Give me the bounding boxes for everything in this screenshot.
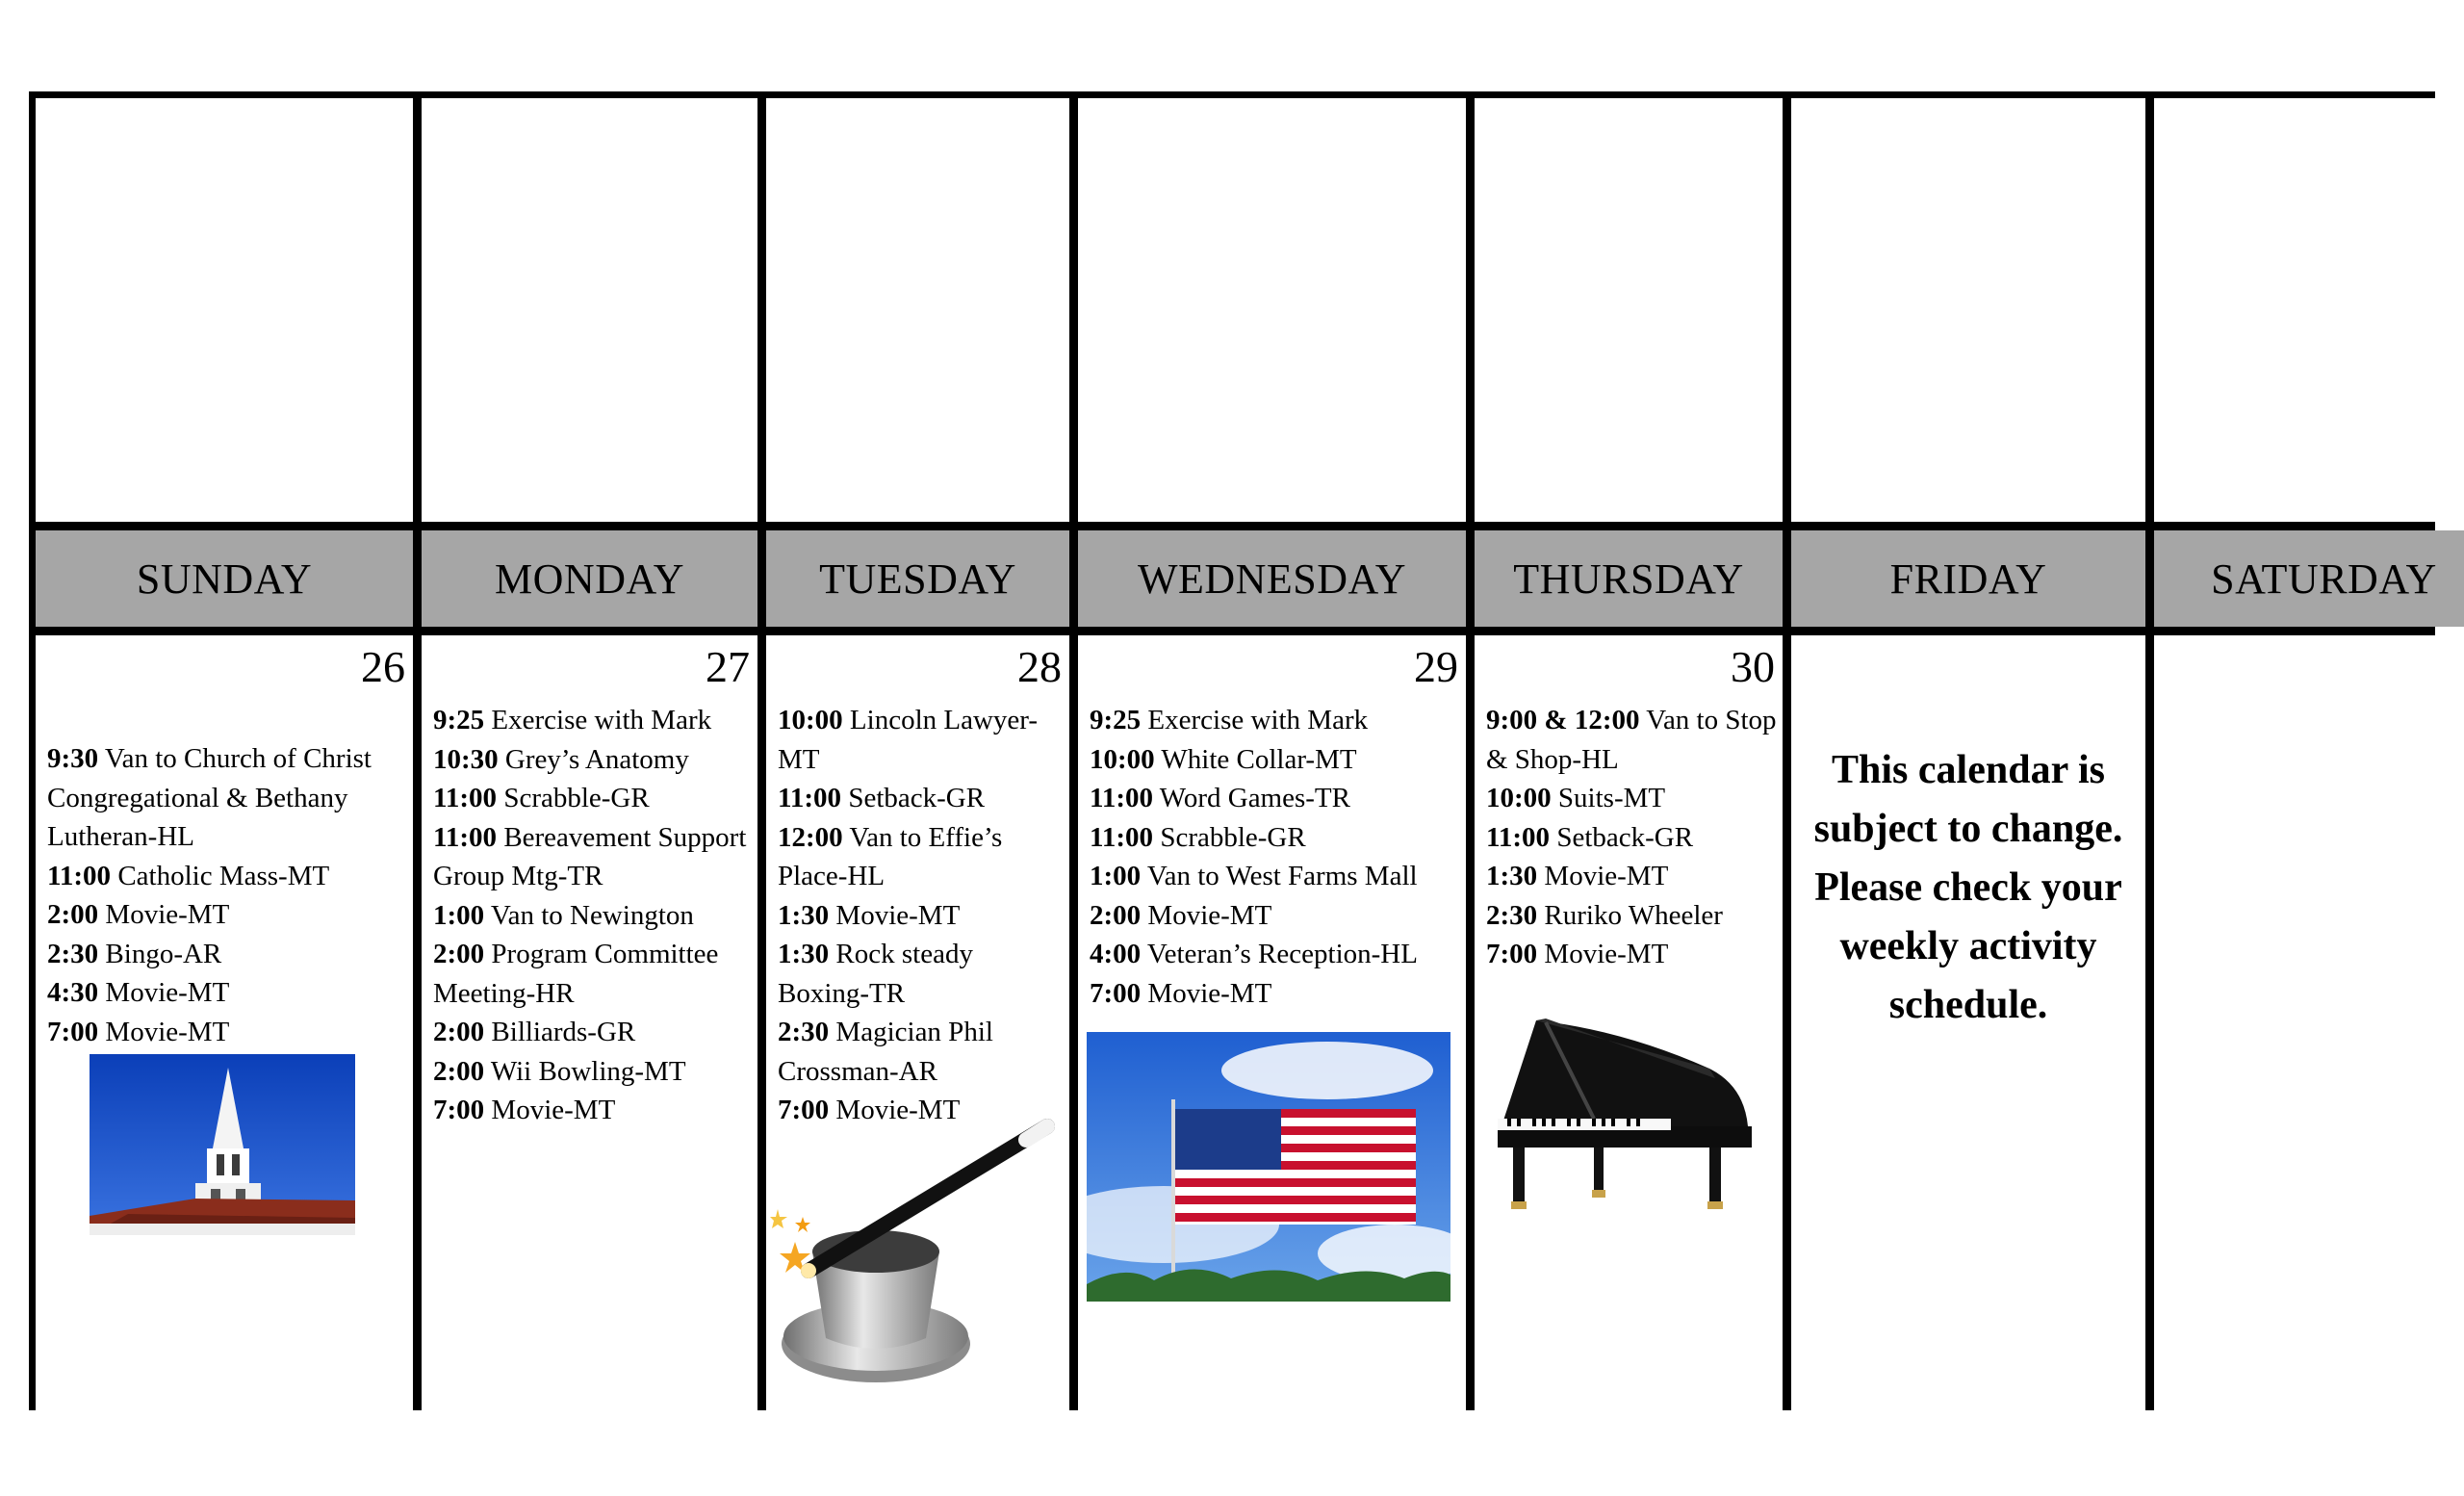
event-text: Magician Phil Crossman-AR (778, 1017, 993, 1087)
event-text: Grey’s Anatomy (498, 743, 689, 775)
event-item (1090, 857, 1462, 896)
event-text: Van to West Farms Mall (1141, 861, 1418, 891)
event-item (433, 935, 754, 1013)
event-time: 11:00 (433, 821, 498, 853)
event-item (1486, 857, 1779, 896)
day-cell-tuesday (766, 635, 1069, 1434)
event-text: Movie-MT (1537, 861, 1669, 891)
event-text: Rock steady Boxing-TR (778, 939, 973, 1009)
event-time: 7:00 (47, 1016, 99, 1047)
event-text: Setback-GR (1550, 821, 1694, 853)
event-text: Bereavement Support Group Mtg-TR (433, 821, 747, 891)
event-item (1486, 779, 1779, 818)
event-time: 9:30 (47, 743, 99, 774)
event-time: 7:00 (433, 1095, 485, 1125)
event-time: 10:00 (1486, 783, 1552, 813)
event-time: 10:30 (433, 743, 499, 775)
event-time: 9:00 & 12:00 (1486, 705, 1640, 735)
event-text: Movie-MT (829, 899, 961, 931)
event-text: Van to Newington (484, 899, 694, 931)
event-text: Billiards-GR (484, 1017, 636, 1047)
event-text: Van to Effie’s Place-HL (778, 821, 1003, 891)
event-list (1090, 701, 1462, 1013)
event-item (1486, 701, 1779, 779)
event-time: 1:30 (778, 939, 830, 969)
event-item (778, 1013, 1065, 1091)
event-item (778, 935, 1065, 1013)
event-item (433, 740, 754, 780)
blank-cell-wednesday (1078, 98, 1466, 522)
event-text: Movie-MT (829, 1095, 961, 1125)
event-time: 10:00 (1090, 743, 1155, 775)
event-item (1090, 818, 1462, 858)
event-item (1090, 974, 1462, 1014)
event-text: Movie-MT (98, 977, 230, 1008)
event-item (47, 973, 409, 1013)
event-time: 4:30 (47, 977, 99, 1008)
day-header-wednesday: WEDNESDAY (1078, 530, 1466, 627)
event-text: Bingo-AR (98, 938, 222, 969)
event-text: Word Games-TR (1153, 783, 1350, 813)
event-time: 11:00 (1090, 783, 1154, 813)
event-text: Movie-MT (1141, 977, 1272, 1009)
event-text: Movie-MT (98, 899, 230, 930)
date-number: 28 (1017, 642, 1062, 691)
event-item (47, 739, 409, 857)
event-text: Movie-MT (1537, 939, 1669, 969)
event-time: 1:30 (778, 899, 830, 931)
event-time: 11:00 (778, 783, 842, 813)
event-text: Ruriko Wheeler (1537, 899, 1723, 931)
event-item (1090, 701, 1462, 740)
day-cell-sunday (36, 635, 413, 1434)
event-time: 2:30 (778, 1017, 830, 1047)
grand-piano-photo (1478, 1011, 1771, 1223)
day-cell-monday (422, 635, 757, 1434)
event-time: 1:00 (433, 899, 485, 931)
event-time: 4:00 (1090, 939, 1142, 969)
event-text: Movie-MT (98, 1016, 230, 1047)
magic-hat-wand-icon (770, 1117, 1065, 1406)
event-time: 2:00 (433, 1055, 485, 1087)
day-cell-wednesday (1078, 635, 1466, 1434)
date-number: 27 (706, 642, 750, 691)
blank-cell-thursday (1475, 98, 1783, 522)
event-time: 7:00 (1090, 977, 1142, 1009)
event-time: 2:30 (1486, 899, 1538, 931)
event-text: Program Committee Meeting-HR (433, 939, 719, 1009)
day-header-tuesday: TUESDAY (766, 530, 1069, 627)
blank-cell-friday (1791, 98, 2145, 522)
event-time: 11:00 (47, 860, 112, 891)
event-item (1486, 935, 1779, 974)
schedule-change-note: This calendar is subject to change. Please check your weekly activity schedule. (1813, 748, 2123, 1027)
day-header-saturday: SATURDAY (2154, 530, 2464, 627)
day-header-sunday: SUNDAY (36, 530, 413, 627)
event-text: Exercise with Mark (1141, 705, 1369, 735)
event-list (1486, 701, 1779, 974)
event-text: Suits-MT (1551, 783, 1666, 813)
day-header-friday: FRIDAY (1791, 530, 2145, 627)
church-steeple-photo (90, 1054, 355, 1235)
event-text: Setback-GR (841, 783, 986, 813)
event-time: 2:00 (433, 939, 485, 969)
event-text: Van to Stop & Shop-HL (1486, 705, 1777, 775)
day-cell-friday (1791, 635, 2145, 1434)
event-time: 7:00 (1486, 939, 1538, 969)
event-item (433, 1052, 754, 1092)
event-item (778, 896, 1065, 936)
event-item (47, 895, 409, 935)
event-item (47, 935, 409, 974)
date-number: 29 (1414, 642, 1458, 691)
event-time: 10:00 (778, 705, 843, 735)
event-text: Exercise with Mark (484, 705, 712, 735)
event-item (1090, 935, 1462, 974)
event-time: 1:00 (1090, 861, 1142, 891)
day-header-monday: MONDAY (422, 530, 757, 627)
event-text: Lincoln Lawyer-MT (778, 705, 1039, 775)
event-time: 11:00 (1486, 821, 1551, 853)
event-item (47, 857, 409, 896)
event-item (1090, 779, 1462, 818)
event-time: 9:25 (433, 705, 485, 735)
event-text: Scrabble-GR (497, 783, 650, 813)
event-time: 9:25 (1090, 705, 1142, 735)
event-item (1486, 818, 1779, 858)
american-flag-photo (1087, 1032, 1450, 1302)
event-list (778, 701, 1065, 1130)
event-item (1090, 740, 1462, 780)
event-text: Veteran’s Reception-HL (1141, 939, 1418, 969)
event-time: 11:00 (1090, 821, 1154, 853)
event-list (47, 739, 409, 1051)
event-item (778, 779, 1065, 818)
event-item (1090, 896, 1462, 936)
date-number: 26 (361, 642, 405, 691)
day-cell-thursday (1475, 635, 1783, 1434)
blank-cell-monday (422, 98, 757, 522)
day-header-thursday: THURSDAY (1475, 530, 1783, 627)
event-text: Wii Bowling-MT (484, 1055, 686, 1087)
event-text: Catholic Mass-MT (111, 860, 330, 891)
event-time: 2:00 (1090, 899, 1142, 931)
event-text: Movie-MT (1141, 899, 1272, 931)
event-time: 12:00 (778, 821, 843, 853)
event-text: Van to Church of Christ Congregational & Bethany Lutheran-HL (47, 743, 372, 852)
event-item (433, 896, 754, 936)
event-text: Scrabble-GR (1153, 821, 1306, 853)
event-time: 11:00 (433, 783, 498, 813)
event-time: 1:30 (1486, 861, 1538, 891)
event-time: 7:00 (778, 1095, 830, 1125)
day-cell-saturday (2154, 635, 2464, 1434)
blank-cell-saturday (2154, 98, 2464, 522)
event-text: White Collar-MT (1154, 743, 1357, 775)
event-time: 2:00 (47, 899, 99, 930)
event-item (47, 1013, 409, 1052)
event-item (433, 818, 754, 896)
event-item (433, 1013, 754, 1052)
blank-cell-sunday (36, 98, 413, 522)
event-list (433, 701, 754, 1130)
event-item (1486, 896, 1779, 936)
event-item (433, 1091, 754, 1130)
blank-cell-tuesday (766, 98, 1069, 522)
event-item (778, 701, 1065, 779)
event-item (433, 701, 754, 740)
event-time: 2:30 (47, 938, 99, 969)
calendar-grid (29, 91, 2435, 1410)
date-number: 30 (1731, 642, 1775, 691)
event-time: 2:00 (433, 1017, 485, 1047)
event-item (778, 818, 1065, 896)
event-item (433, 779, 754, 818)
event-text: Movie-MT (484, 1095, 616, 1125)
